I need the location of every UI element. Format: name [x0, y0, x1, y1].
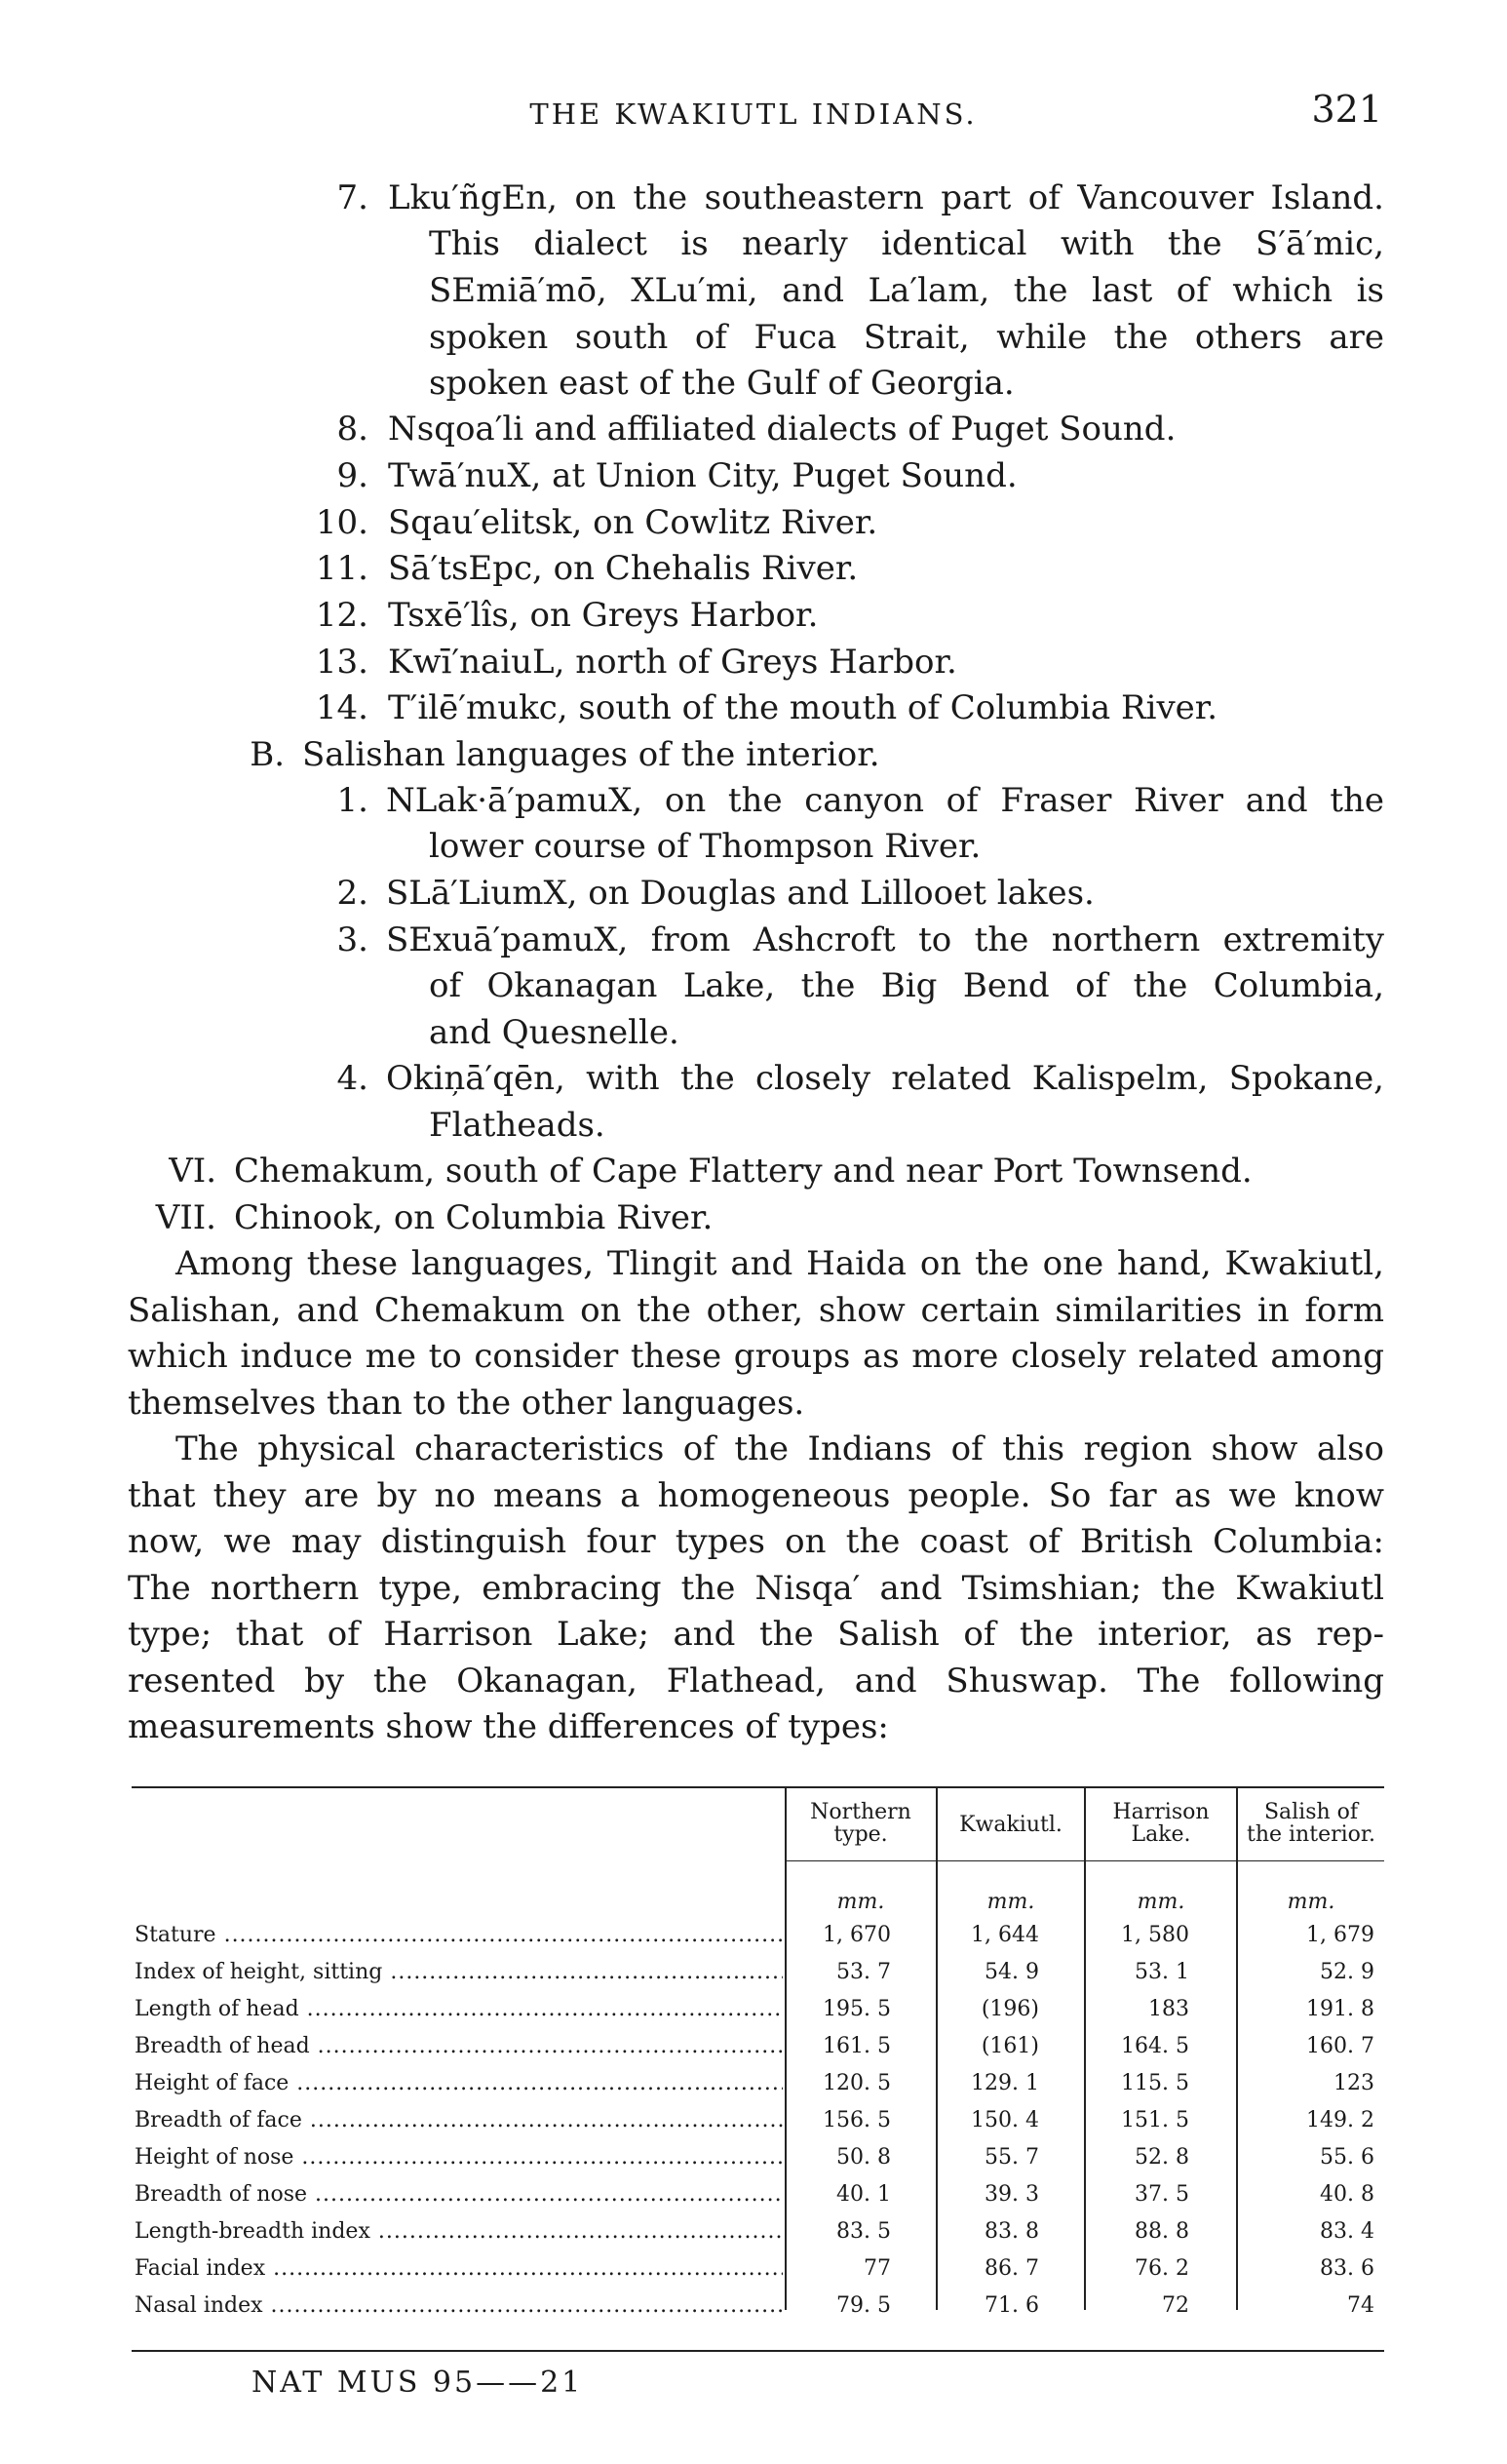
- list-item-line: spoken south of Fuca Strait, while the others are: [429, 318, 1384, 357]
- paragraph-line: The physical characteristics of the Indians of this region show also: [175, 1429, 1384, 1468]
- table-unit: mm.: [836, 1890, 885, 1914]
- list-item: Kwī′naiuL, north of Greys Harbor.: [388, 643, 957, 682]
- table-cell: 160. 7: [1306, 2034, 1374, 2058]
- table-cell: 74: [1347, 2293, 1374, 2318]
- table-cell: 79. 5: [836, 2293, 891, 2318]
- list-number: 12.: [315, 596, 368, 635]
- table-column-header: Harrison Lake.: [1112, 1800, 1210, 1847]
- table-cell: 1, 580: [1121, 1923, 1189, 1947]
- footer-rule: [132, 2350, 1384, 2352]
- table-row-label: Facial index .....: [135, 2254, 783, 2284]
- list-item: Twā′nuX, at Union City, Puget Sound.: [388, 456, 1018, 495]
- table-row-label: Length-breadth index .....: [135, 2217, 783, 2247]
- roman-item: Chinook, on Columbia River.: [234, 1198, 714, 1237]
- table-cell: 83. 4: [1320, 2219, 1374, 2244]
- list-number: 3.: [336, 920, 368, 959]
- table-cell: (161): [981, 2034, 1039, 2058]
- list-number: 10.: [315, 503, 368, 542]
- table-row-label: Breadth of nose .....: [135, 2180, 783, 2210]
- roman-number: VII.: [155, 1198, 216, 1237]
- list-number: 1.: [336, 781, 368, 820]
- paragraph-line: that they are by no means a homogeneous people. So far as we know: [128, 1476, 1384, 1515]
- table-cell: 37. 5: [1135, 2182, 1189, 2207]
- table-row-label: Height of nose .....: [135, 2143, 783, 2172]
- table-row-label: Height of face .....: [135, 2069, 783, 2098]
- table-column-divider: [1236, 1788, 1238, 2310]
- table-cell: 52. 8: [1135, 2145, 1189, 2170]
- list-item-line: SEmiā′mō, XLu′mi, and La′lam, the last of which is: [429, 271, 1384, 310]
- list-item-line: and Quesnelle.: [429, 1013, 679, 1052]
- list-number: 4.: [336, 1059, 368, 1098]
- table-cell: 123: [1333, 2071, 1374, 2095]
- list-number: 8.: [336, 410, 368, 449]
- table-row-label: Stature .....: [135, 1921, 783, 1950]
- list-item: Nsqoa′li and affiliated dialects of Puget Sound.: [388, 410, 1177, 449]
- table-unit: mm.: [986, 1890, 1035, 1914]
- list-item-line: SExuā′pamuX, from Ashcroft to the northern extremity: [386, 920, 1384, 959]
- table-cell: 71. 6: [985, 2293, 1039, 2318]
- table-cell: 72: [1162, 2293, 1189, 2318]
- table-cell: 191. 8: [1306, 1997, 1374, 2021]
- table-row-label: Breadth of face .....: [135, 2106, 783, 2135]
- table-cell: 83. 8: [985, 2219, 1039, 2244]
- roman-number: VI.: [169, 1152, 216, 1191]
- list-number: 9.: [336, 456, 368, 495]
- table-cell: 40. 8: [1320, 2182, 1374, 2207]
- paragraph-line: resented by the Okanagan, Flathead, and Shuswap. The following: [128, 1662, 1384, 1701]
- paragraph-line: now, we may distinguish four types on the coast of British Columbia:: [128, 1522, 1384, 1561]
- paragraph-line: type; that of Harrison Lake; and the Salish of the interior, as rep-: [128, 1615, 1384, 1654]
- table-cell: 54. 9: [985, 1960, 1039, 1984]
- list-item-line: lower course of Thompson River.: [429, 827, 982, 866]
- table-unit: mm.: [1137, 1890, 1185, 1914]
- list-item: Sqau′elitsk, on Cowlitz River.: [388, 503, 878, 542]
- table-cell: 76. 2: [1135, 2256, 1189, 2281]
- table-cell: 52. 9: [1320, 1960, 1374, 1984]
- table-row-label: Nasal index .....: [135, 2291, 783, 2321]
- list-number: 2.: [336, 874, 368, 913]
- table-cell: 77: [864, 2256, 891, 2281]
- table-cell: 55. 6: [1320, 2145, 1374, 2170]
- table-top-rule: [132, 1786, 1384, 1788]
- table-cell: 53. 7: [836, 1960, 891, 1984]
- roman-item: Chemakum, south of Cape Flattery and near Port Townsend.: [234, 1152, 1253, 1191]
- running-title: THE KWAKIUTL INDIANS.: [529, 98, 978, 131]
- page-number: 321: [1311, 88, 1382, 131]
- section-letter: B.: [250, 735, 285, 774]
- list-item-line: spoken east of the Gulf of Georgia.: [429, 364, 1015, 403]
- list-item-line: Lku′ñgEn, on the southeastern part of Vancouver Island.: [388, 178, 1384, 217]
- table-cell: 151. 5: [1121, 2108, 1189, 2132]
- table-cell: 161. 5: [823, 2034, 891, 2058]
- paragraph-line: The northern type, embracing the Nisqa′ and Tsimshian; the Kwakiutl: [128, 1569, 1384, 1608]
- table-cell: 39. 3: [985, 2182, 1039, 2207]
- table-cell: 50. 8: [836, 2145, 891, 2170]
- table-cell: 1, 679: [1306, 1923, 1374, 1947]
- table-cell: 129. 1: [971, 2071, 1039, 2095]
- table-cell: 1, 670: [823, 1923, 891, 1947]
- table-cell: 115. 5: [1121, 2071, 1189, 2095]
- table-cell: 1, 644: [971, 1923, 1039, 1947]
- list-number: 13.: [315, 643, 368, 682]
- paragraph-line: which induce me to consider these groups as more closely related among: [128, 1337, 1384, 1376]
- table-cell: 83. 6: [1320, 2256, 1374, 2281]
- list-item-line: This dialect is nearly identical with the S′ā′mic,: [429, 224, 1384, 263]
- paragraph-line: Salishan, and Chemakum on the other, show certain similarities in form: [128, 1291, 1384, 1330]
- table-cell: 55. 7: [985, 2145, 1039, 2170]
- paragraph-line: Among these languages, Tlingit and Haida on the one hand, Kwakiutl,: [175, 1244, 1384, 1283]
- table-header-rule: [785, 1860, 1384, 1861]
- table-cell: 195. 5: [823, 1997, 891, 2021]
- table-cell: 183: [1148, 1997, 1189, 2021]
- table-cell: 156. 5: [823, 2108, 891, 2132]
- paragraph-line: measurements show the differences of types:: [128, 1707, 889, 1746]
- list-number: 7.: [336, 178, 368, 217]
- table-column-header: Northern type.: [810, 1800, 911, 1847]
- table-row-label: Breadth of head .....: [135, 2032, 783, 2061]
- list-item-line: SLā′LiumX, on Douglas and Lillooet lakes.: [386, 874, 1095, 913]
- list-item-line: Flatheads.: [429, 1106, 605, 1145]
- section-title: Salishan languages of the interior.: [302, 735, 880, 774]
- table-cell: 149. 2: [1306, 2108, 1374, 2132]
- table-cell: 53. 1: [1135, 1960, 1189, 1984]
- table-cell: 83. 5: [836, 2219, 891, 2244]
- table-column-header: Kwakiutl.: [959, 1813, 1063, 1837]
- table-unit: mm.: [1287, 1890, 1335, 1914]
- table-row-label: Index of height, sitting .....: [135, 1958, 783, 1987]
- list-item-line: of Okanagan Lake, the Big Bend of the Columbia,: [429, 966, 1384, 1005]
- table-cell: 164. 5: [1121, 2034, 1189, 2058]
- list-number: 11.: [315, 549, 368, 588]
- table-column-header: Salish of the interior.: [1247, 1800, 1375, 1847]
- paragraph-line: themselves than to the other languages.: [128, 1384, 805, 1423]
- list-item-line: NLak·ā′pamuX, on the canyon of Fraser River and the: [386, 781, 1384, 820]
- list-item: Sā′tsEpc, on Chehalis River.: [388, 549, 859, 588]
- list-item: Tsxē′lîs, on Greys Harbor.: [388, 596, 819, 635]
- table-row-label: Length of head .....: [135, 1995, 783, 2024]
- list-item: T′ilē′mukc, south of the mouth of Columbia River.: [388, 688, 1218, 727]
- table-cell: 40. 1: [836, 2182, 891, 2207]
- table-cell: 86. 7: [985, 2256, 1039, 2281]
- list-number: 14.: [315, 688, 368, 727]
- list-item-line: Okiņā′qēn, with the closely related Kalispelm, Spokane,: [386, 1059, 1384, 1098]
- table-cell: (196): [981, 1997, 1039, 2021]
- table-cell: 150. 4: [971, 2108, 1039, 2132]
- printer-signature: NAT MUS 95——21: [251, 2366, 584, 2400]
- table-cell: 120. 5: [823, 2071, 891, 2095]
- table-cell: 88. 8: [1135, 2219, 1189, 2244]
